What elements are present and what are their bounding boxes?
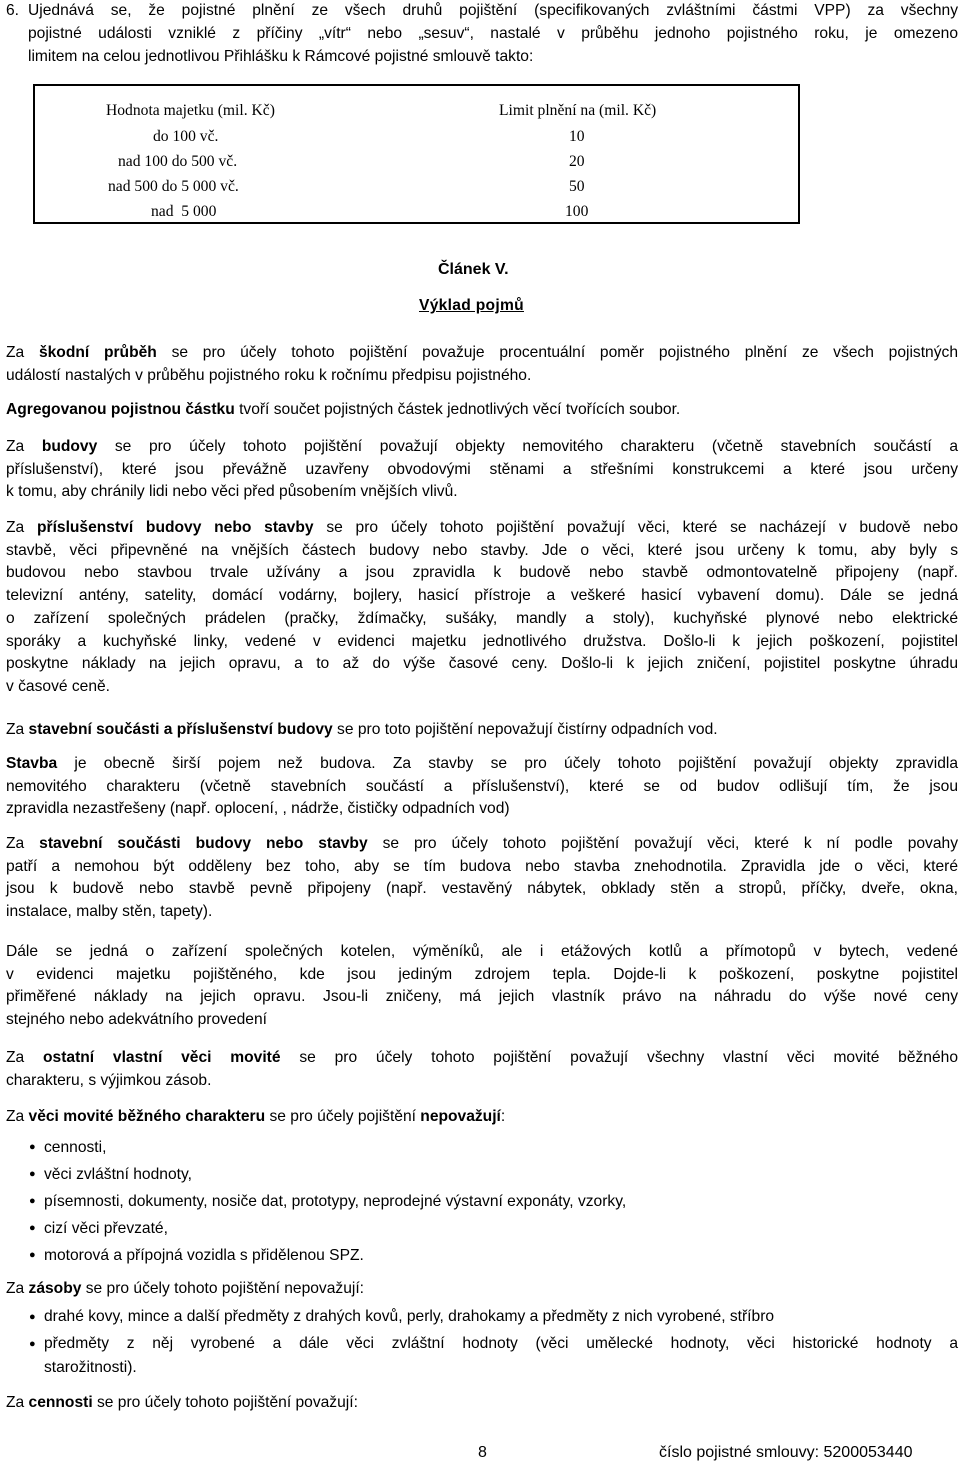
term-bold: škodní průběh (38, 344, 157, 361)
table-cell-limit: 100 (565, 203, 589, 220)
table-cell-range: nad 5 000 (151, 203, 217, 220)
term-bold: cennosti (28, 1394, 93, 1411)
term-bold: Agregovanou pojistnou částku (6, 401, 235, 418)
clause-line: limitem na celou jednotlivou Přihlášku k Rámcové pojistné smlouvě takto: (28, 47, 534, 65)
article-title: Článek V. (438, 261, 509, 278)
list-item: ● motorová a přípojná vozidla s přidělenou SPZ. (6, 1242, 958, 1269)
paragraph-agregovana-castka: Agregovanou pojistnou částku tvoří součet pojistných částek jednotlivých věcí tvořících soubor. (6, 401, 681, 418)
list-item: ● drahé kovy, mince a další předměty z drahých kovů, perly, drahokamy a předměty z nich vyrobené, stříbro (6, 1305, 958, 1329)
paragraph-ostatni-veci: Za ostatní vlastní věci movité se pro účely tohoto pojištění považují všechny vlastní věci movité běžného charakteru, s výjimkou zásob. (6, 1049, 959, 1089)
term-bold: budovy (41, 438, 98, 455)
clause-line: Ujednává se, že pojistné plnění ze všech druhů pojištění (specifikovaných zvláštními částmi VPP) za všechny (28, 2, 958, 19)
table-cell-range: nad 100 do 500 vč. (118, 153, 238, 170)
table-header-limit: Limit plnění na (mil. Kč) (499, 102, 657, 119)
list-item: ● cizí věci převzaté, (6, 1215, 958, 1242)
paragraph-kotelny: Dále se jedná o zařízení společných kotelen, výměníků, ale i etážových kotlů a přímotopů v bytech, vedené v evidenci majetku pojištěného, kde jsou jediným zdrojem tepla. Dojde-li k poškození, poskytne pojistitel přiměřené náklady na jejich opravu. Jsou-li zničeny, má jejich vlastník právo na náhradu do výše nové ceny stejného nebo adekvátního provedení (6, 943, 958, 1029)
article-subtitle: Výklad pojmů (419, 297, 524, 314)
paragraph-skodni-prubeh: Za škodní průběh se pro účely tohoto pojištění považuje procentuální poměr pojistného plnění ze všech pojistných událostí nastalých v průběhu pojistného roku k ročnímu předpisu pojistného. (6, 344, 958, 384)
term-bold: ostatní vlastní věci movité (43, 1049, 281, 1066)
term-bold: Stavba (6, 755, 58, 772)
clause-number: 6. (6, 2, 20, 19)
list-item: ● cennosti, (6, 1134, 958, 1161)
clause-6 (6, 0, 958, 68)
paragraph-nepovazuji: Za stavební součásti a příslušenství budovy se pro toto pojištění nepovažují čistírny odpadních vod. (6, 721, 718, 738)
list-item: ● písemnosti, dokumenty, nosiče dat, prototypy, neprodejné výstavní exponáty, vzorky, (6, 1188, 958, 1215)
paragraph-stavba: Stavba je obecně širší pojem než budova. Za stavby se pro účely tohoto pojištění považují objekty zpravidla nemovitého charakteru (včetně stavebních součástí a příslušenství), které se od budov odlišují tím, že jsou zpravidla nezastřešeny (např. oplocení, , nádrže, čističky odpadních vod) (6, 755, 958, 818)
page-number: 8 (478, 1444, 487, 1461)
term-bold: zásoby (28, 1280, 82, 1297)
paragraph-zasoby: Za zásoby se pro účely tohoto pojištění nepovažují: (6, 1280, 365, 1297)
zasoby-list (6, 1305, 958, 1380)
table-cell-limit: 10 (569, 128, 585, 145)
term-bold: stavební součásti budovy nebo stavby (39, 835, 368, 852)
table-header-value: Hodnota majetku (mil. Kč) (106, 102, 275, 119)
list-item: ● věci zvláštní hodnoty, (6, 1161, 958, 1188)
contract-number: číslo pojistné smlouvy: 5200053440 (659, 1444, 913, 1461)
term-bold: příslušenství budovy nebo stavby (36, 519, 314, 536)
table-cell-limit: 20 (569, 153, 585, 170)
exclusion-list (6, 1134, 958, 1269)
clause-line: pojistné události vzniklé z příčiny „vítr“ nebo „sesuv“, nastalé v průběhu jednoho pojistného roku, je omezeno (28, 24, 958, 42)
paragraph-cennosti: Za cennosti se pro účely tohoto pojištění považují: (6, 1394, 358, 1411)
term-bold: věci movité běžného charakteru (28, 1108, 266, 1125)
table-cell-range: do 100 vč. (153, 128, 219, 145)
limit-table (33, 84, 800, 224)
paragraph-veci-movite: Za věci movité běžného charakteru se pro účely pojištění nepovažují: (6, 1108, 506, 1125)
term-bold: stavební součásti a příslušenství budovy (28, 721, 333, 738)
table-cell-range: nad 500 do 5 000 vč. (108, 178, 239, 195)
paragraph-stavebni-soucasti: Za stavební součásti budovy nebo stavby se pro účely tohoto pojištění považují věci, které k ní podle povahy patří a nemohou být odděleny bez toho, aby se tím budova nebo stavba znehodnotila. Zpravidla jde o věci, které jsou k budově nebo stavbě pevně připojeny (např. vestavěný nábytek, obklady stěn a stropů, příčky, dveře, okna, instalace, malby stěn, tapety). (6, 835, 959, 921)
table-cell-limit: 50 (569, 178, 585, 195)
paragraph-budovy: Za budovy se pro účely tohoto pojištění považují objekty nemovitého charakteru (včetně stavebních součástí a příslušenství), které jsou převážně uzavřeny obvodovými stěnami a střešními konstrukcemi a které jsou určeny k tomu, aby chránily lidi nebo věci před působením vnějších vlivů. (6, 438, 959, 501)
clause-text (28, 0, 958, 68)
term-bold: nepovažují (420, 1108, 501, 1125)
paragraph-prislusenstvi: Za příslušenství budovy nebo stavby se pro účely tohoto pojištění považují věci, které se nacházejí v budově nebo stavbě, věci připevněné na vnějších částech budovy nebo stavby. Jde o věci, které jsou určeny k tomu, aby byly s budovou nebo stavbou trvale užívány a jsou zpravidla k budově nebo stavbě odmontovatelně připojeny (např. televizní antény, satelity, domácí vodárny, bojlery, hasicí přístroje a veškeré hasicí vybavení domu). Dále se jedná o zařízení společných prádelen (pračky, ždímačky, sušáky, mandly a stoly), kuchyňské plynové nebo elektrické sporáky a kuchyňské linky, vedené v evidenci majetku jednotlivého družstva. Došlo-li k jejich poškození, pojistitel poskytne náklady na jejich opravu, a to až do výše časové ceny. Došlo-li k jejich zničení, pojistitel poskytne úhradu v časové ceně. (6, 519, 958, 695)
list-item: ● předměty z něj vyrobené a dále věci zvláštní hodnoty (věci umělecké hodnoty, věci historické hodnoty a starožitnosti). (6, 1332, 958, 1380)
